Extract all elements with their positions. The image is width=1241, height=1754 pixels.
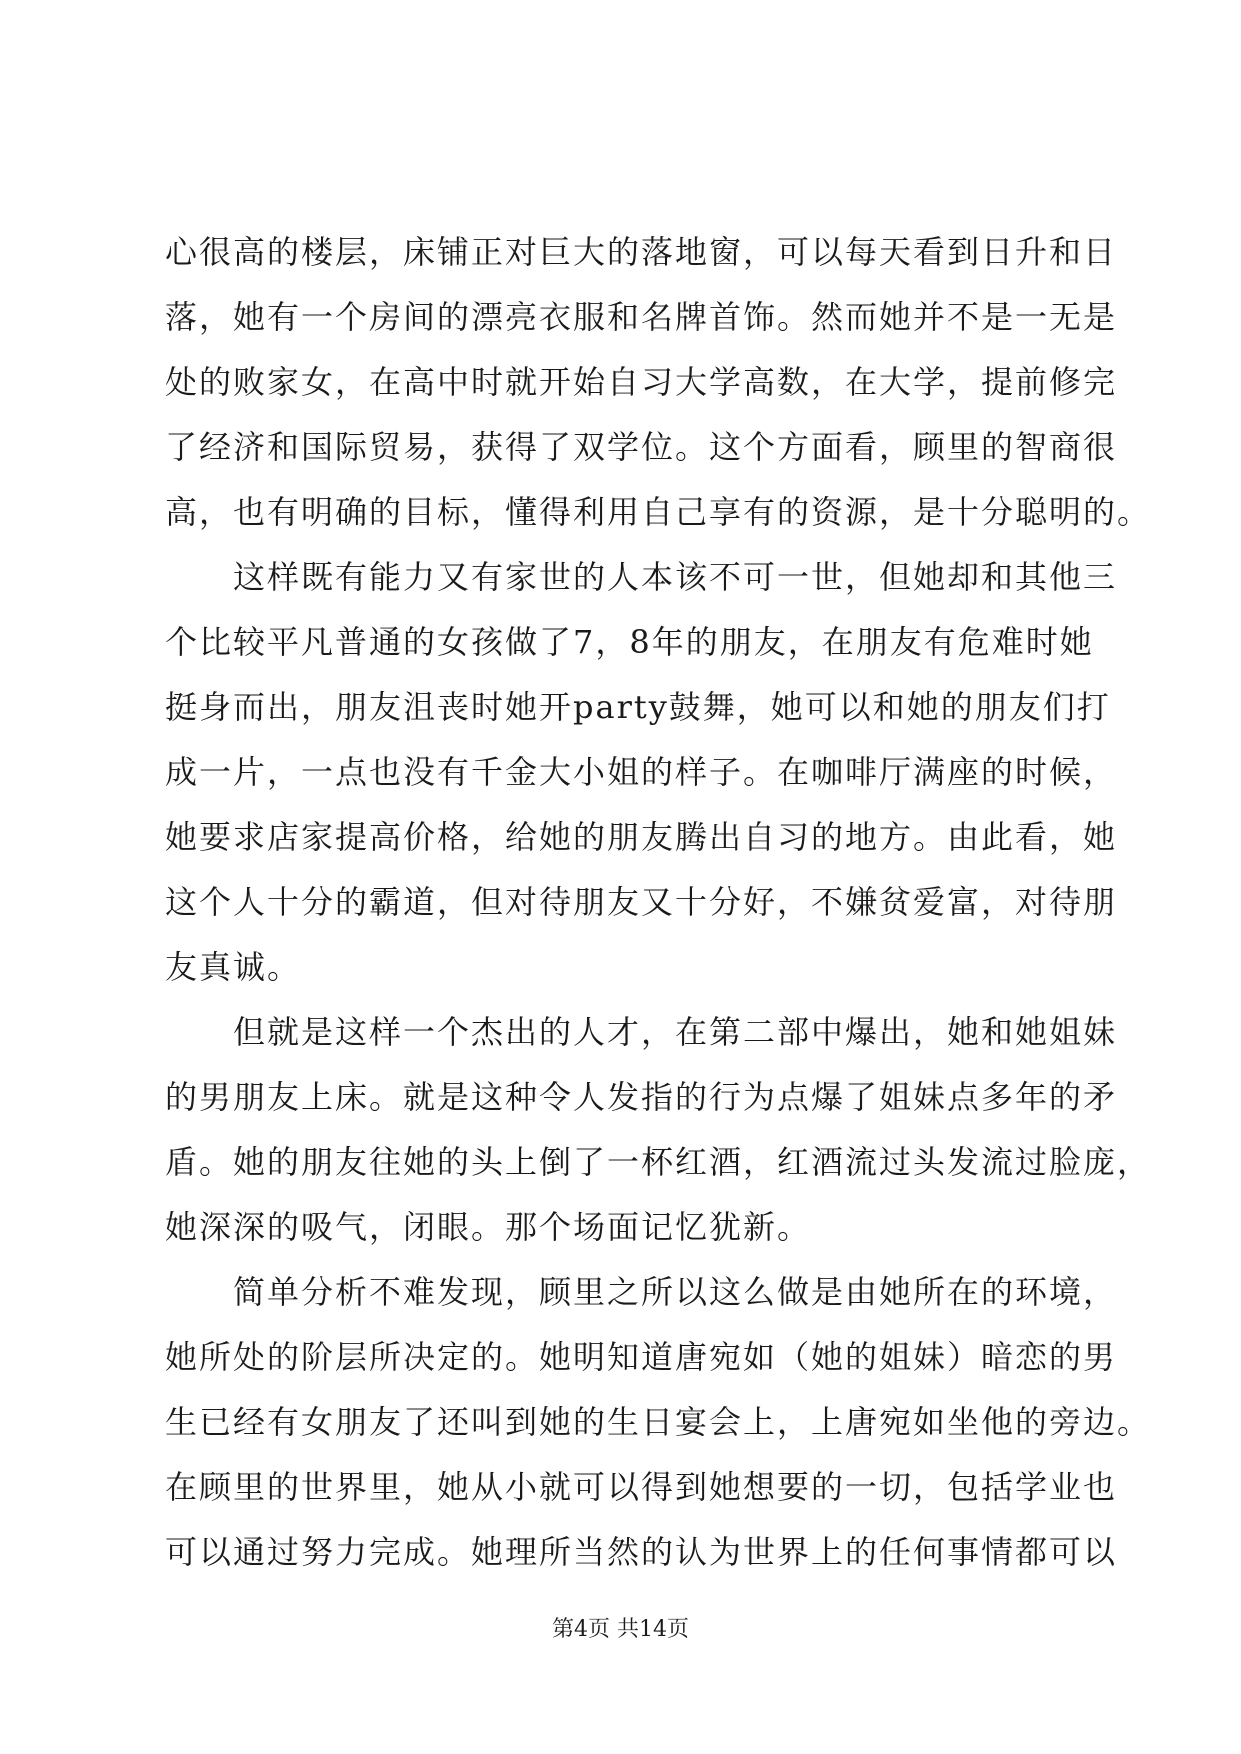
text-line: 在顾里的世界里，她从小就可以得到她想要的一切，包括学业也 bbox=[165, 1468, 1118, 1506]
text-line: 落，她有一个房间的漂亮衣服和名牌首饰。然而她并不是一无是 bbox=[165, 298, 1118, 336]
text-line: 但就是这样一个杰出的人才，在第二部中爆出，她和她姐妹 bbox=[165, 1013, 1118, 1051]
page-number: 第4页 共14页 bbox=[552, 1617, 689, 1642]
text-line: 的男朋友上床。就是这种令人发指的行为点爆了姐妹点多年的矛 bbox=[165, 1078, 1118, 1116]
text-line: 友真诚。 bbox=[165, 948, 302, 986]
text-line: 她深深的吸气，闭眼。那个场面记忆犹新。 bbox=[165, 1208, 812, 1246]
document-body bbox=[165, 220, 1152, 1585]
text-line: 简单分析不难发现，顾里之所以这么做是由她所在的环境， bbox=[165, 1273, 1118, 1311]
text-line: 成一片，一点也没有千金大小姐的样子。在咖啡厅满座的时候， bbox=[165, 753, 1118, 791]
text-line: 心很高的楼层，床铺正对巨大的落地窗，可以每天看到日升和日 bbox=[165, 233, 1118, 271]
text-line: 盾。她的朋友往她的头上倒了一杯红酒，红酒流过头发流过脸庞， bbox=[165, 1143, 1152, 1181]
text-line: 处的败家女，在高中时就开始自习大学高数，在大学，提前修完 bbox=[165, 363, 1118, 401]
text-line: 这个人十分的霸道，但对待朋友又十分好，不嫌贫爱富，对待朋 bbox=[165, 883, 1118, 921]
text-line: 可以通过努力完成。她理所当然的认为世界上的任何事情都可以 bbox=[165, 1533, 1118, 1571]
text-line: 生已经有女朋友了还叫到她的生日宴会上，上唐宛如坐他的旁边。 bbox=[165, 1403, 1152, 1441]
text-line: 高，也有明确的目标，懂得利用自己享有的资源，是十分聪明的。 bbox=[165, 493, 1152, 531]
text-line: 她要求店家提高价格，给她的朋友腾出自习的地方。由此看，她 bbox=[165, 818, 1118, 856]
text-line: 她所处的阶层所决定的。她明知道唐宛如（她的姐妹）暗恋的男 bbox=[165, 1338, 1118, 1376]
text-line: 这样既有能力又有家世的人本该不可一世，但她却和其他三 bbox=[165, 558, 1118, 596]
page-footer bbox=[0, 1612, 1241, 1643]
text-line: 个比较平凡普通的女孩做了7，8年的朋友，在朋友有危难时她 bbox=[165, 623, 1094, 661]
text-line: 了经济和国际贸易，获得了双学位。这个方面看，顾里的智商很 bbox=[165, 428, 1118, 466]
text-line: 挺身而出，朋友沮丧时她开party鼓舞，她可以和她的朋友们打 bbox=[165, 688, 1111, 726]
